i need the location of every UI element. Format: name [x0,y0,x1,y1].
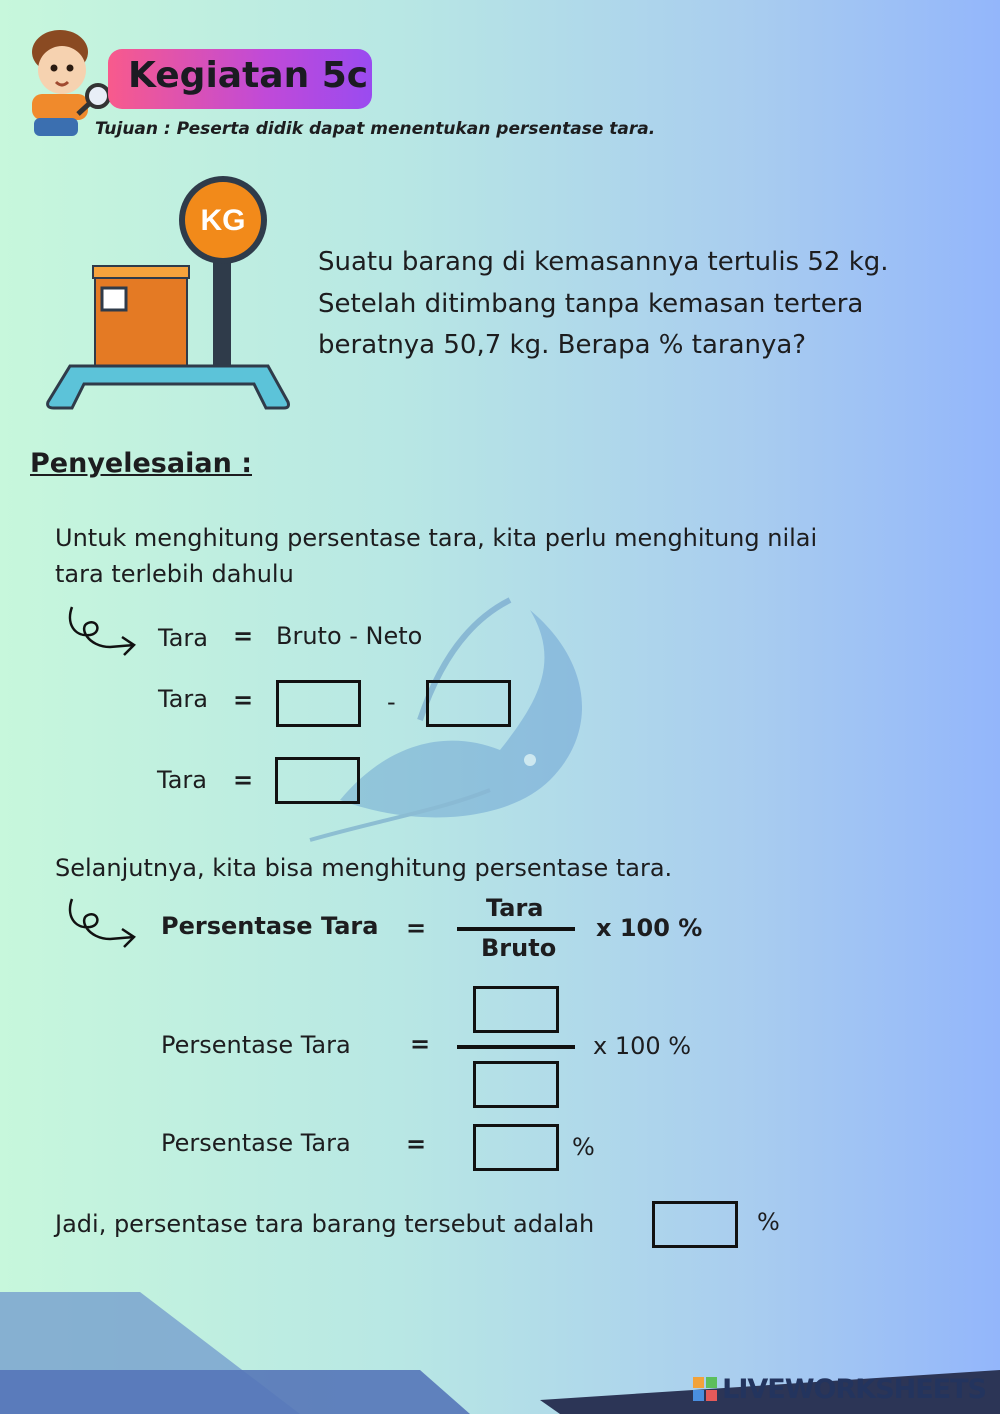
equals-sign: = [233,686,254,714]
intro-line: Untuk menghitung persentase tara, kita perlu menghitung nilai [55,524,818,552]
fraction-numerator: Tara [486,894,544,922]
liveworksheets-brand: LIVEWORKSHEETS [722,1374,986,1405]
next-step-text: Selanjutnya, kita bisa menghitung persentase tara. [55,854,673,882]
equals-sign: = [406,914,427,942]
persentase-tara-label: Persentase Tara [161,1031,351,1059]
problem-line: Suatu barang di kemasannya tertulis 52 kg. [318,247,889,277]
liveworksheets-logo-icon [693,1377,717,1401]
fraction-line [457,1045,575,1049]
numerator-input-box[interactable] [473,986,559,1033]
tara-label: Tara [157,766,207,794]
tara-label: Tara [158,685,208,713]
weighing-scale-icon [40,170,300,415]
minus-sign: - [387,688,396,716]
equals-sign: = [410,1030,431,1058]
problem-line: beratnya 50,7 kg. Berapa % taranya? [318,330,807,360]
learning-goal: Tujuan : Peserta didik dapat menentukan persentase tara. [95,119,656,139]
problem-statement [318,242,958,367]
scale-kg-label: KG [200,204,246,237]
percent-sign: % [572,1133,595,1161]
problem-line: Setelah ditimbang tanpa kemasan tertera [318,288,864,319]
formula-rhs: Bruto - Neto [276,622,423,650]
tara-label: Tara [158,624,208,652]
final-answer-box[interactable] [652,1201,738,1248]
curly-arrow-icon [64,603,140,659]
equals-sign: = [406,1130,427,1158]
intro-line: tara terlebih dahulu [55,560,294,588]
equals-sign: = [233,622,254,650]
persentase-tara-label: Persentase Tara [161,1129,351,1157]
solution-title: Penyelesaian : [30,448,252,479]
times-100-percent: x 100 % [593,1032,692,1060]
curly-arrow-icon [64,895,140,951]
activity-title: Kegiatan 5c [128,55,369,96]
percent-sign: % [757,1208,780,1236]
times-100-percent: x 100 % [596,914,703,942]
denominator-input-box[interactable] [473,1061,559,1108]
fraction-line [457,927,575,931]
tara-result-box[interactable] [275,757,360,804]
conclusion-text: Jadi, persentase tara barang tersebut adalah [55,1210,595,1238]
neto-input-box[interactable] [426,680,511,727]
equals-sign: = [233,766,254,794]
fraction-denominator: Bruto [481,934,557,962]
percentage-result-box[interactable] [473,1124,559,1171]
bruto-input-box[interactable] [276,680,361,727]
persentase-tara-label: Persentase Tara [161,912,379,940]
